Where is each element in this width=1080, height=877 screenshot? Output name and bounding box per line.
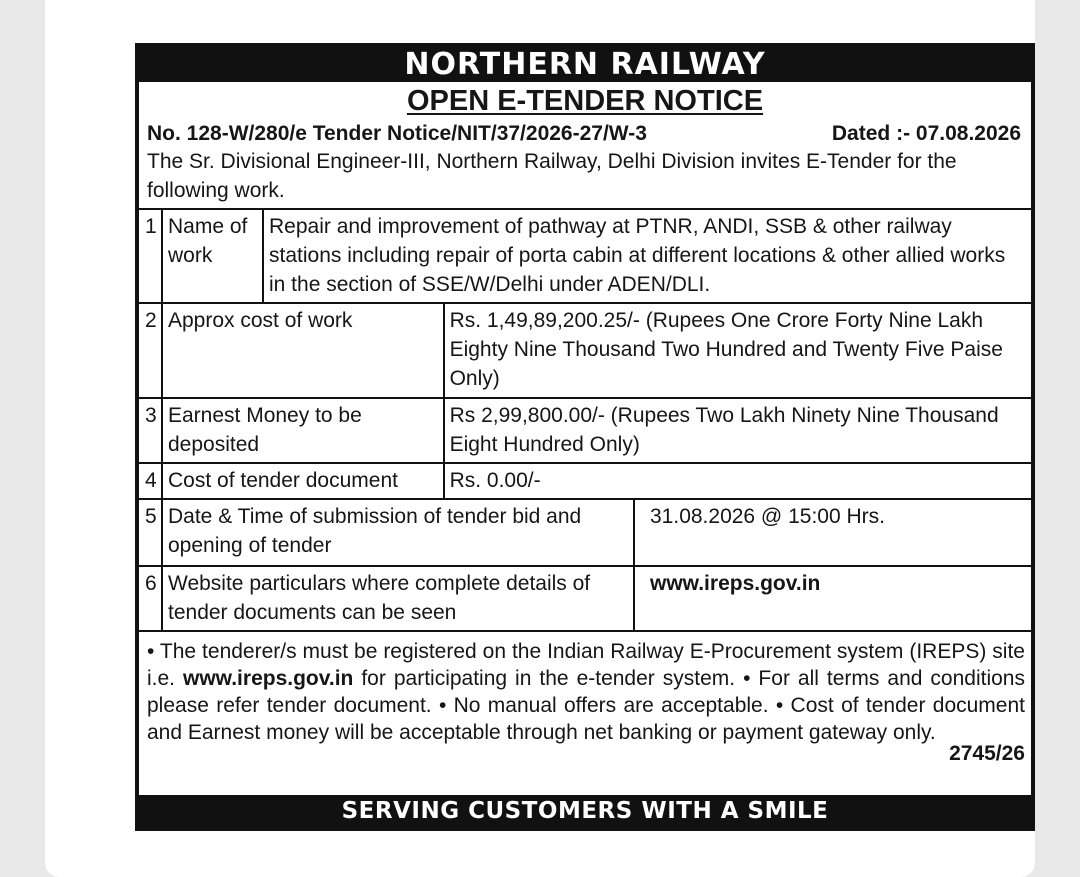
- row-value: Rs. 0.00/-: [444, 463, 1031, 499]
- notice-date: Dated :- 07.08.2026: [831, 122, 1021, 145]
- org-header: NORTHERN RAILWAY: [139, 47, 1031, 82]
- image-card: [45, 0, 1035, 877]
- row-label: Website particulars where complete details of tender documents can be seen: [163, 567, 634, 630]
- table-row: [139, 303, 1031, 398]
- row-label: Name of work: [162, 209, 263, 303]
- row-number: 5: [139, 499, 162, 566]
- tender-number: No. 128-W/280/e Tender Notice/NIT/37/2026-27/W-3: [147, 122, 647, 145]
- table-row: [139, 566, 1031, 631]
- row-label: Date & Time of submission of tender bid and opening of tender: [163, 500, 634, 565]
- row-value: Rs. 1,49,89,200.25/- (Rupees One Crore Forty Nine Lakh Eighty Nine Thousand Two Hundred and Twenty Five Paise Only): [444, 303, 1031, 398]
- reference-number: 2745/26: [949, 742, 1025, 765]
- footer-slogan: SERVING CUSTOMERS WITH A SMILE: [139, 795, 1031, 827]
- reference-line: [139, 121, 1031, 147]
- table-row: [139, 209, 1031, 303]
- row-value: Repair and improvement of pathway at PTNR, ANDI, SSB & other railway stations including repair of porta cabin at different locations & other allied works in the section of SSE/W/Delhi under ADEN/DLI.: [263, 209, 1031, 303]
- row-number: 1: [139, 209, 162, 303]
- tender-details-table: [139, 208, 1031, 632]
- table-row: [139, 499, 1031, 566]
- table-row: [139, 398, 1031, 463]
- notice-title: OPEN E-TENDER NOTICE: [406, 85, 764, 117]
- row-number: 2: [139, 303, 162, 398]
- row-label: Cost of tender document: [162, 463, 444, 499]
- row-value: 31.08.2026 @ 15:00 Hrs.: [650, 505, 885, 528]
- intro-text: The Sr. Divisional Engineer-III, Northern Railway, Delhi Division invites E-Tender for the following work.: [147, 150, 957, 202]
- row-label: Approx cost of work: [162, 303, 444, 398]
- row-number: 4: [139, 463, 162, 499]
- table-row: [139, 463, 1031, 499]
- website-value: www.ireps.gov.in: [650, 572, 821, 595]
- conditions-text: • The tenderer/s must be registered on the Indian Railway E-Procurement system (IREPS) site i.e. www.ireps.gov.in for participating in the e-tender system. • For all terms and conditions please refer tender document. • No manual offers are acceptable. • Cost of tender document and Earnest money will be acceptable through net banking or payment gateway only.: [147, 640, 1025, 744]
- row-value: Rs 2,99,800.00/- (Rupees Two Lakh Ninety Nine Thousand Eight Hundred Only): [444, 398, 1031, 463]
- row-number: 3: [139, 398, 162, 463]
- row-label: Earnest Money to be deposited: [162, 398, 444, 463]
- row-number: 6: [139, 566, 162, 631]
- tender-notice: [135, 43, 1035, 831]
- website-link: www.ireps.gov.in: [183, 667, 354, 690]
